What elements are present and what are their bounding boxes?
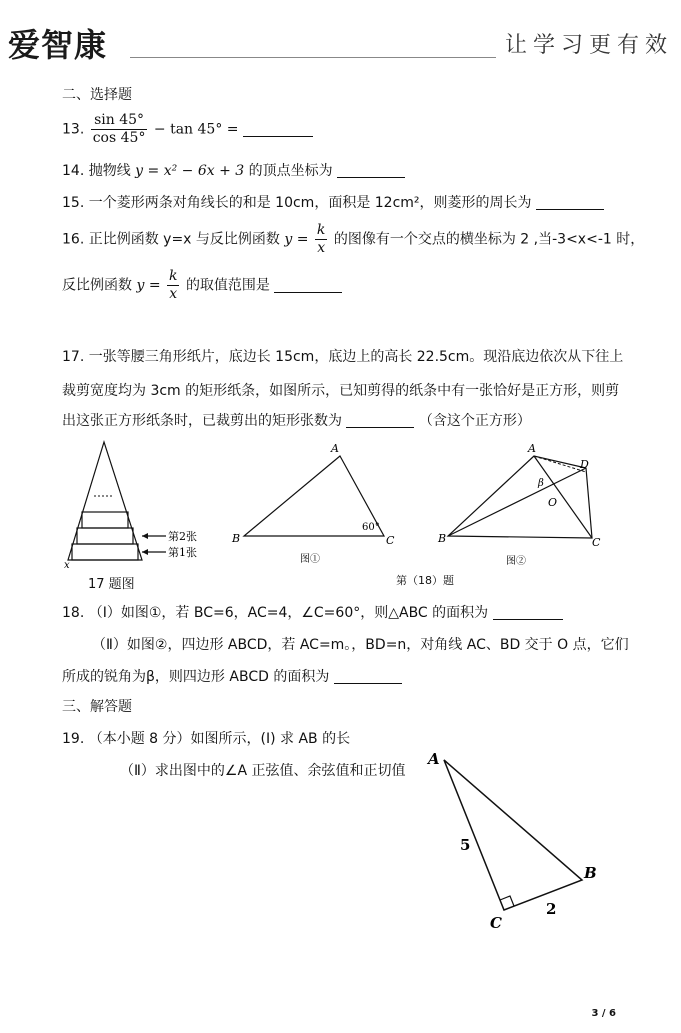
fig17-label-1: 第1张 (168, 546, 197, 559)
q16-x: x (317, 240, 326, 256)
q16-tail: 的图像有一个交点的横坐标为 2 ,当-3<x<-1 时， (333, 231, 645, 248)
q15-answer-blank (536, 195, 604, 210)
fig18a-A: A (331, 442, 339, 455)
q17-line3-text: 出这张正方形纸条时，已裁剪出的矩形张数为 (62, 413, 342, 429)
section-title-choice: 二、选择题 (62, 87, 132, 103)
q13-numerator: sin 45° (91, 112, 148, 130)
fig18b-B: B (438, 532, 447, 545)
fig19-length-cb: 2 (546, 900, 557, 918)
fig18b-C: C (592, 536, 601, 549)
question-14 (62, 162, 405, 180)
question-18-line2: （Ⅱ）如图②，四边形 ABCD，若 AC=m。，BD=n，对角线 AC、BD 交于 O 点，它们 (92, 637, 629, 653)
q16-line2b: 的取值范围是 (185, 277, 270, 294)
fig18a-angle: 60° (362, 522, 380, 533)
q16-x2: x (169, 286, 178, 302)
q14-answer-blank (337, 163, 405, 178)
fig19-B: B (584, 864, 597, 882)
fig18a-caption: 图① (300, 554, 320, 565)
question-17-line3 (62, 412, 531, 430)
q13-answer-blank (243, 122, 313, 137)
fig19-length-ac: 5 (460, 836, 471, 854)
fig18b-beta: β (538, 478, 544, 489)
fig18a-B: B (232, 532, 241, 545)
brand-slogan: 让学习更有效 (504, 33, 673, 58)
q16-line2a: 反比例函数 (62, 277, 132, 294)
fig18b-A: A (528, 442, 536, 455)
q13-rest: − tan 45° = (153, 121, 239, 138)
q13-denominator: cos 45° (92, 130, 146, 146)
brand-logo: 爱智康 (8, 26, 108, 64)
figure-18-1 (228, 440, 408, 570)
question-15 (62, 194, 604, 212)
q16-answer-blank (274, 278, 342, 293)
question-16-line2 (62, 268, 342, 303)
page-number: 3 / 6 (591, 1008, 616, 1019)
q16-y: y = (284, 231, 309, 248)
question-17-line2: 裁剪宽度均为 3cm 的矩形纸条，如图所示，已知剪得的纸条中有一张恰好是正方形，则剪 (62, 383, 620, 399)
section-title-answer: 三、解答题 (62, 699, 132, 715)
fig18a-C: C (386, 534, 395, 547)
q14-formula: y = x² − 6x + 3 (135, 163, 245, 179)
q16-fraction2 (167, 268, 179, 303)
q18-answer-blank-2 (334, 669, 402, 684)
question-13 (62, 112, 313, 147)
figure-17-triangle (58, 436, 208, 570)
fig18b-D: D (580, 458, 589, 471)
question-18-line1 (62, 604, 563, 622)
q15-text: 15. 一个菱形两条对角线长的和是 10cm，面积是 12cm²，则菱形的周长为 (62, 195, 532, 211)
question-17-line1: 17. 一张等腰三角形纸片，底边长 15cm，底边上的高长 22.5cm。现沿底边依次从下往上 (62, 349, 624, 365)
q16-fraction (315, 222, 327, 257)
fig17-label-2: 第2张 (168, 530, 197, 543)
fig19-A: A (428, 750, 440, 768)
q16-y2: y = (136, 277, 161, 294)
figure-19-right-triangle (420, 744, 620, 938)
q16-k: k (316, 222, 326, 238)
fig19-C: C (490, 914, 502, 932)
figure-18-2 (430, 440, 610, 570)
q18-answer-blank-1 (493, 605, 563, 620)
fig17-x: x (64, 560, 70, 570)
fig18b-O: O (548, 496, 558, 509)
q18-line3-text: 所成的锐角为β，则四边形 ABCD 的面积为 (62, 669, 330, 685)
question-19-line1: 19. （本小题 8 分）如图所示，(Ⅰ) 求 AB 的长 (62, 731, 351, 747)
q14-text: 14. 抛物线 (62, 163, 131, 179)
fig18b-caption: 图② (506, 556, 526, 567)
q16-k2: k (169, 268, 178, 284)
q16-text: 16. 正比例函数 y=x 与反比例函数 (62, 231, 280, 248)
q13-fraction (91, 112, 148, 147)
question-18-line3 (62, 668, 402, 686)
fig17-caption: 17 题图 (88, 577, 135, 592)
question-16-line1 (62, 222, 644, 257)
header-rule (130, 57, 496, 58)
q13-number: 13. (62, 121, 85, 138)
fig18-caption: 第（18）题 (396, 574, 454, 587)
q17-line3-tail: （含这个正方形） (418, 413, 531, 429)
question-19-line2: （Ⅱ）求出图中的∠A 正弦值、余弦值和正切值 (120, 763, 406, 779)
q17-answer-blank (346, 413, 414, 428)
q14-tail: 的顶点坐标为 (248, 163, 333, 179)
q18-line1-text: 18. （Ⅰ）如图①，若 BC=6，AC=4，∠C=60°，则△ABC 的面积为 (62, 605, 489, 621)
